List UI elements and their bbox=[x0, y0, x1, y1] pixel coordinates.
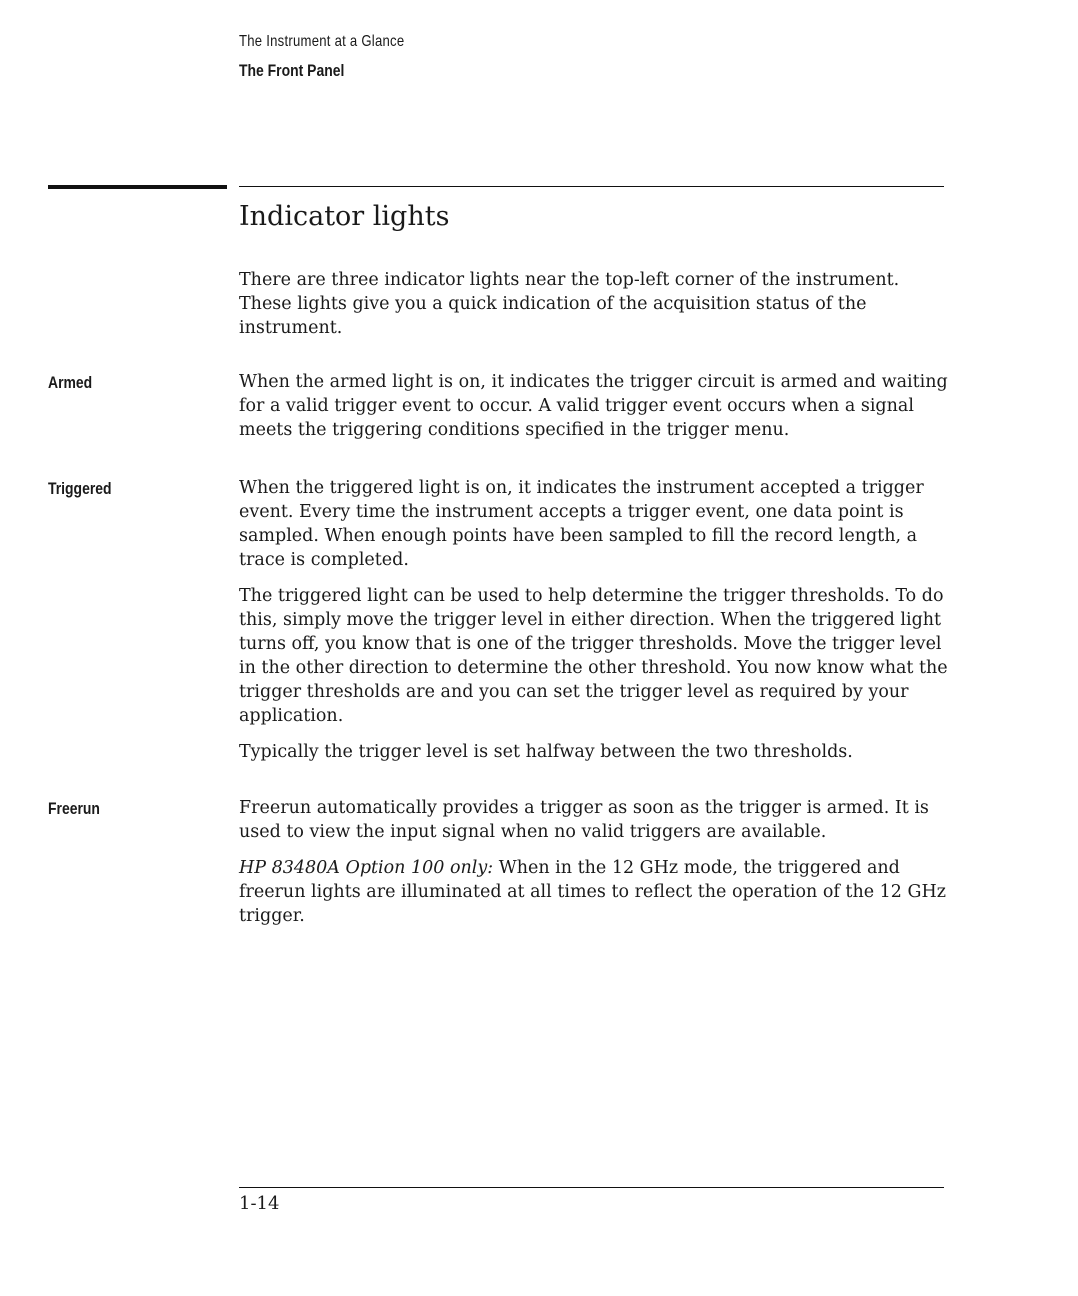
freerun-paragraph: Freerun automatically provides a trigger as soon as the trigger is armed. It is used to view the input signal when no valid triggers are available. bbox=[239, 798, 929, 842]
freerun-note-text: When in the 12 GHz mode, the triggered and freerun lights are illuminated at all times to reflect the operation of the 12 GHz trigger. bbox=[239, 858, 946, 926]
footer-rule bbox=[239, 1187, 944, 1188]
intro-block bbox=[239, 268, 949, 340]
triggered-block bbox=[239, 476, 949, 764]
section-rule-thick bbox=[48, 185, 227, 189]
page-number: 1-14 bbox=[239, 1193, 280, 1214]
freerun-block bbox=[239, 796, 949, 928]
section-rule-thin bbox=[239, 186, 944, 187]
triggered-label: Triggered bbox=[48, 479, 112, 498]
section-title: Indicator lights bbox=[239, 201, 450, 232]
running-header-chapter: The Instrument at a Glance bbox=[239, 33, 405, 50]
triggered-paragraph-1: When the triggered light is on, it indicates the instrument accepted a trigger event. Every time the instrument accepts a trigger event, one data point is sampled. When enough points have been sampled to fill the record length, a trace is completed. bbox=[239, 478, 924, 570]
freerun-label: Freerun bbox=[48, 799, 100, 818]
freerun-note bbox=[239, 856, 949, 928]
armed-label: Armed bbox=[48, 373, 93, 392]
freerun-note-prefix: HP 83480A Option 100 only: bbox=[239, 858, 494, 878]
intro-paragraph: There are three indicator lights near the top-left corner of the instrument. These lights give you a quick indication of the acquisition status of the instrument. bbox=[239, 270, 900, 338]
triggered-paragraph-3: Typically the trigger level is set halfway between the two thresholds. bbox=[239, 742, 853, 762]
running-header-section: The Front Panel bbox=[239, 61, 345, 80]
armed-block bbox=[239, 370, 949, 442]
armed-paragraph: When the armed light is on, it indicates the trigger circuit is armed and waiting for a valid trigger event to occur. A valid trigger event occurs when a signal meets the triggering conditions specified in the trigger menu. bbox=[239, 372, 948, 440]
triggered-paragraph-2: The triggered light can be used to help determine the trigger thresholds. To do this, simply move the trigger level in either direction. When the triggered light turns off, you know that is one of the trigger thresholds. Move the trigger level in the other direction to determine the other threshold. You now know what the trigger thresholds are and you can set the trigger level as required by your application. bbox=[239, 586, 948, 726]
